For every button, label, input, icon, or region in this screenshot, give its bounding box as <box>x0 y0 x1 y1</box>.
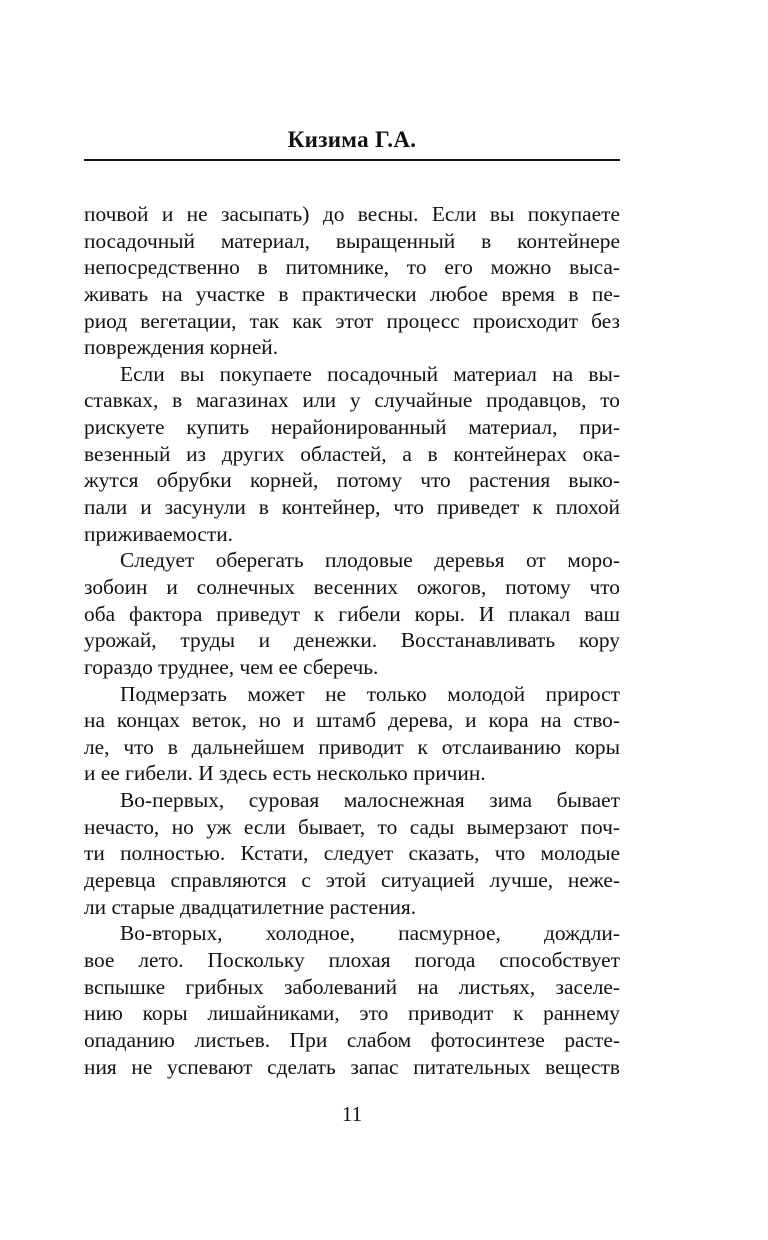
paragraph <box>84 361 620 547</box>
text-line: риод вегетации, так как этот процесс происходит без <box>84 308 620 333</box>
text-line: урожай, труды и денежки. Восстанавливать кору <box>84 628 620 653</box>
text-line: жутся обрубки корней, потому что растения выко- <box>84 468 620 493</box>
text-line: нию коры лишайниками, это приводит к раннему <box>84 1001 620 1026</box>
header-rule <box>84 159 620 161</box>
text-line: Подмерзать может не только молодой прирост <box>120 681 620 706</box>
text-line: зобоин и солнечных весенних ожогов, потому что <box>84 574 620 599</box>
text-line: Во-первых, суровая малоснежная зима бывает <box>120 788 620 813</box>
text-line: на концах веток, но и штамб дерева, и кора на ство- <box>84 708 620 733</box>
text-line: вое лето. Поскольку плохая погода способствует <box>84 947 620 972</box>
text-line: непосредственно в питомнике, то его можно выса- <box>84 255 620 280</box>
text-line: нечасто, но уж если бывает, то сады вымерзают поч- <box>84 814 620 839</box>
text-line: везенный из других областей, а в контейнерах ока- <box>84 441 620 466</box>
paragraph <box>84 681 620 788</box>
text-line: гораздо труднее, чем ее сберечь. <box>84 654 379 679</box>
text-line: рискуете купить нерайонированный материал, при- <box>84 415 620 440</box>
text-line: деревца справляются с этой ситуацией лучше, неже- <box>84 868 620 893</box>
text-line: повреждения корней. <box>84 335 279 360</box>
text-line: почвой и не засыпать) до весны. Если вы покупаете <box>84 202 620 226</box>
text-line: посадочный материал, выращенный в контейнере <box>84 228 620 253</box>
paragraph <box>84 201 620 361</box>
text-line: пали и засунули в контейнер, что приведет к плохой <box>84 495 620 520</box>
body-text <box>84 201 620 1080</box>
text-line: ле, что в дальнейшем приводит к отслаиванию коры <box>84 734 620 759</box>
text-line: ли старые двадцатилетние растения. <box>84 894 417 919</box>
text-line: оба фактора приведут к гибели коры. И плакал ваш <box>84 601 620 626</box>
paragraph <box>84 920 620 1080</box>
text-line: приживаемости. <box>84 521 234 546</box>
text-line: Следует оберегать плодовые деревья от моро- <box>120 548 620 573</box>
text-line: Во-вторых, холодное, пасмурное, дождли- <box>120 921 620 946</box>
paragraph <box>84 787 620 920</box>
page-number: 11 <box>341 1102 363 1126</box>
text-line: вспышке грибных заболеваний на листьях, заселе- <box>84 974 620 999</box>
text-line: ставках, в магазинах или у случайные продавцов, то <box>84 388 620 413</box>
text-line: Если вы покупаете посадочный материал на вы- <box>120 361 620 386</box>
text-line: опаданию листьев. При слабом фотосинтезе расте- <box>84 1027 620 1052</box>
running-head: Кизима Г.А. <box>287 127 417 152</box>
text-line: ти полностью. Кстати, следует сказать, что молодые <box>84 841 620 866</box>
paragraph <box>84 547 620 680</box>
text-line: и ее гибели. И здесь есть несколько причин. <box>84 761 486 786</box>
text-line: ния не успевают сделать запас питательных веществ <box>84 1054 620 1079</box>
text-line: живать на участке в практически любое время в пе- <box>84 281 620 306</box>
